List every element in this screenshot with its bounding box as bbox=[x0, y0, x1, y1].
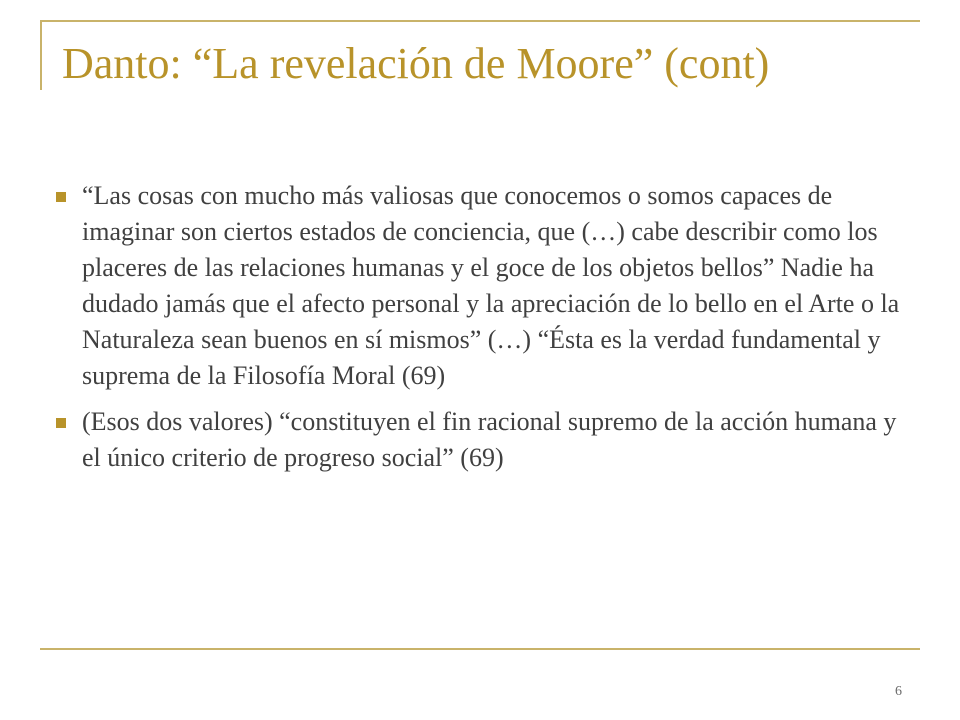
bottom-rule bbox=[40, 648, 920, 650]
bullet-text: “Las cosas con mucho más valiosas que conocemos o somos capaces de imaginar son ciertos estados de conciencia, que (…) cabe describir como los placeres de las relaciones humanas y el goce de los objetos bellos” Nadie ha dudado jamás que el afecto personal y la apreciación de lo bello en el Arte o la Naturaleza sean buenos en sí mismos” (…) “Ésta es la verdad fundamental y suprema de la Filosofía Moral (69) bbox=[82, 181, 900, 390]
slide-body bbox=[52, 178, 902, 486]
slide-title: Danto: “La revelación de Moore” (cont) bbox=[62, 39, 770, 88]
square-bullet-icon bbox=[56, 418, 66, 428]
bullet-item bbox=[52, 404, 902, 476]
bullet-list bbox=[52, 178, 902, 476]
top-rule bbox=[40, 20, 920, 22]
page-number: 6 bbox=[895, 684, 902, 699]
left-rule bbox=[40, 20, 42, 90]
square-bullet-icon bbox=[56, 192, 66, 202]
bullet-item bbox=[52, 178, 902, 394]
bullet-text: (Esos dos valores) “constituyen el fin racional supremo de la acción humana y el único criterio de progreso social” (69) bbox=[82, 407, 897, 472]
